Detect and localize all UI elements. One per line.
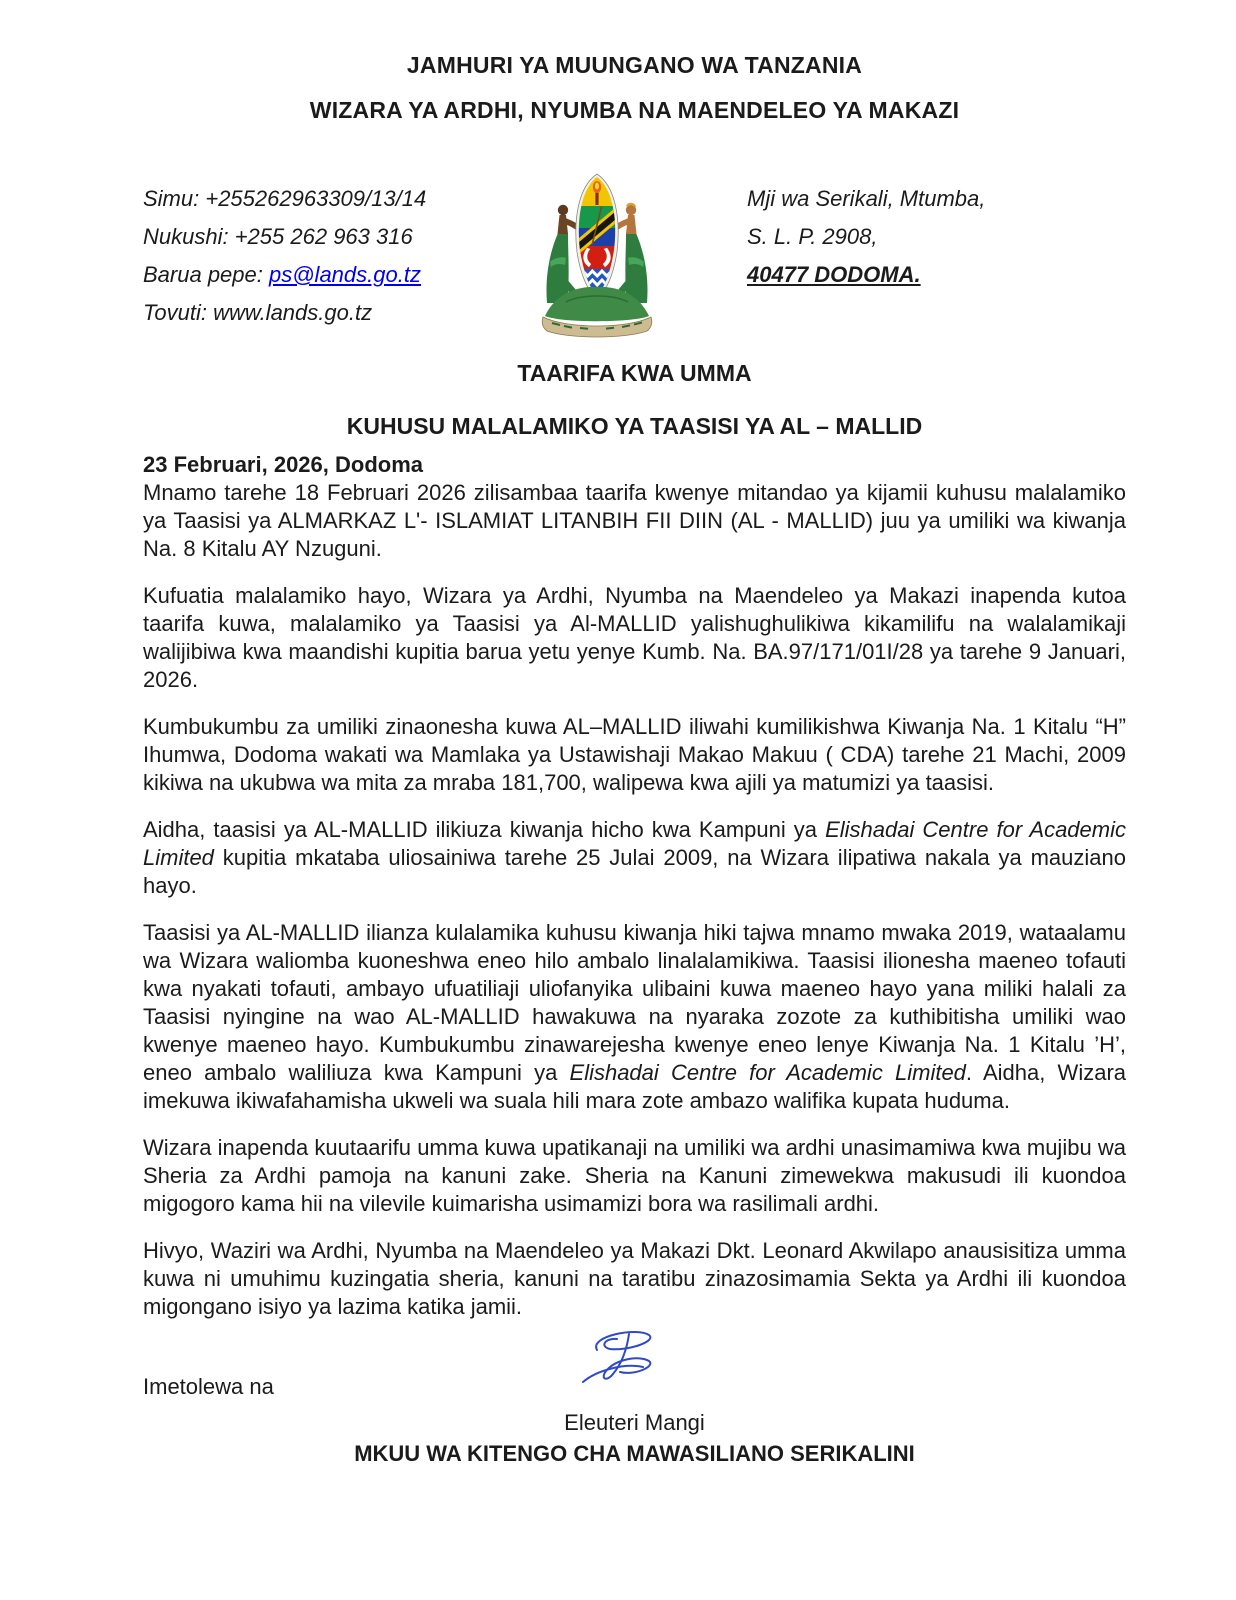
signature-row — [143, 1340, 1126, 1404]
paragraph-5 — [143, 919, 1126, 1115]
company-name-italic: Elishadai Centre for Academic Limited — [143, 817, 1126, 870]
address-block — [747, 180, 985, 294]
issued-by-label: Imetolewa na — [143, 1374, 274, 1399]
paragraph-2: Kufuatia malalamiko hayo, Wizara ya Ardhi, Nyumba na Maendeleo ya Makazi inapenda kutoa taarifa kuwa, malalamiko ya Taasisi ya Al-MALLID yalishughulikiwa kikamilifu na walalamikaji walijibiwa kwa maandishi kupitia barua yetu yenye Kumb. Na. BA.97/171/01I/28 ya tarehe 9 Januari, 2026. — [143, 583, 1126, 692]
fax-line: Nukushi: +255 262 963 316 — [143, 224, 413, 249]
country-title: JAMHURI YA MUUNGANO WA TANZANIA — [406, 52, 863, 78]
notice-title: TAARIFA KWA UMMA — [517, 360, 752, 386]
address-line-3: 40477 DODOMA. — [747, 262, 921, 287]
tanzania-coat-of-arms-icon — [536, 170, 658, 346]
paragraph-1: Mnamo tarehe 18 Februari 2026 zilisambaa taarifa kwenye mitandao ya kijamii kuhusu malalamiko ya Taasisi ya ALMARKAZ L'- ISLAMIAT LITANBIH FII DIIN (AL - MALLID) juu ya umiliki wa kiwanja Na. 8 Kitalu AY Nzuguni. — [143, 480, 1126, 561]
address-line-1: Mji wa Serikali, Mtumba, — [747, 186, 986, 211]
shield-fields — [566, 170, 628, 300]
contact-block — [143, 180, 426, 332]
signer-name: Eleuteri Mangi — [564, 1410, 705, 1435]
paragraph-6: Wizara inapenda kuutaarifu umma kuwa upatikanaji na umiliki wa ardhi unasimamiwa kwa mujibu wa Sheria za Ardhi pamoja na kanuni zake. Sheria na Kanuni zimewekwa makusudi ili kuondoa migogoro kama hii na vilevile kuimarisha usimamizi bora wa rasilimali ardhi. — [143, 1135, 1126, 1216]
paragraph-3: Kumbukumbu za umiliki zinaonesha kuwa AL–MALLID iliwahi kumilikishwa Kiwanja Na. 1 Kitalu “H” Ihumwa, Dodoma wakati wa Mamlaka ya Ustawishaji Makao Makuu ( CDA) tarehe 21 Machi, 2009 kikiwa na ukubwa wa mita za mraba 181,700, walipewa kwa ajili ya matumizi ya taasisi. — [143, 714, 1126, 795]
paragraph-7: Hivyo, Waziri wa Ardhi, Nyumba na Maendeleo ya Makazi Dkt. Leonard Akwilapo anausisitiza umma kuwa ni umuhimu kuzingatia sheria, kanuni na taratibu zinazosimamia Sekta ya Ardhi ili kuondoa migongano isiyo ya lazima katika jamii. — [143, 1238, 1126, 1319]
paragraph-5-text-c: . Aidha, Wizara imekuwa ikiwafahamisha ukweli wa suala hili mara zote ambazo walifika kupata huduma. — [143, 1060, 1127, 1113]
signature-block — [143, 1340, 1126, 1467]
dateline: 23 Februari, 2026, Dodoma — [143, 452, 423, 477]
signer-title: MKUU WA KITENGO CHA MAWASILIANO SERIKALINI — [354, 1441, 915, 1466]
paragraph-4-text-c: kupitia mkataba uliosainiwa tarehe 25 Julai 2009, na Wizara ilipatiwa nakala ya mauziano hayo. — [143, 845, 1126, 898]
left-figure — [546, 205, 581, 303]
letterhead-contact-row — [143, 180, 1126, 352]
phone-line: Simu: +255262963309/13/14 — [143, 186, 427, 211]
website-line: Tovuti: www.lands.go.tz — [143, 300, 373, 325]
address-line-2: S. L. P. 2908, — [747, 224, 878, 249]
notice-subject: KUHUSU MALALAMIKO YA TAASISI YA AL – MALLID — [346, 413, 923, 439]
paragraph-5-text-a: Taasisi ya AL-MALLID ilianza kulalamika kuhusu kiwanja hiki tajwa mnamo mwaka 2019, wataalamu wa Wizara waliomba kuoneshwa eneo hilo ambalo linalalamikiwa. Taasisi ilionesha maeneo tofauti kwa nyakati tofauti, ambayo ufuatiliaji uliofanyika ulibaini kuwa maeneo hayo yana miliki halali za Taasisi nyingine na wao AL-MALLID hawakuwa na nyaraka zozote za kuthibitisha umiliki wao kwenye maeneo hayo. Kumbukumbu zinawarejesha kwenye eneo lenye Kiwanja Na. 1 Kitalu ’H’, eneo ambalo waliliuza kwa Kampuni ya — [143, 920, 1126, 1085]
email-label: Barua pepe: — [143, 262, 269, 287]
handwritten-signature-icon — [575, 1326, 667, 1390]
company-name-italic-2: Elishadai Centre for Academic Limited — [569, 1060, 966, 1085]
paragraph-4-text-a: Aidha, taasisi ya AL-MALLID ilikiuza kiwanja hicho kwa Kampuni ya — [143, 817, 826, 842]
letterhead-header — [143, 52, 1126, 124]
right-figure — [613, 203, 648, 303]
ministry-title: WIZARA YA ARDHI, NYUMBA NA MAENDELEO YA MAKAZI — [309, 97, 960, 123]
email-line — [143, 256, 426, 294]
email-link[interactable]: ps@lands.go.tz — [268, 262, 421, 287]
paragraph-4 — [143, 816, 1126, 900]
